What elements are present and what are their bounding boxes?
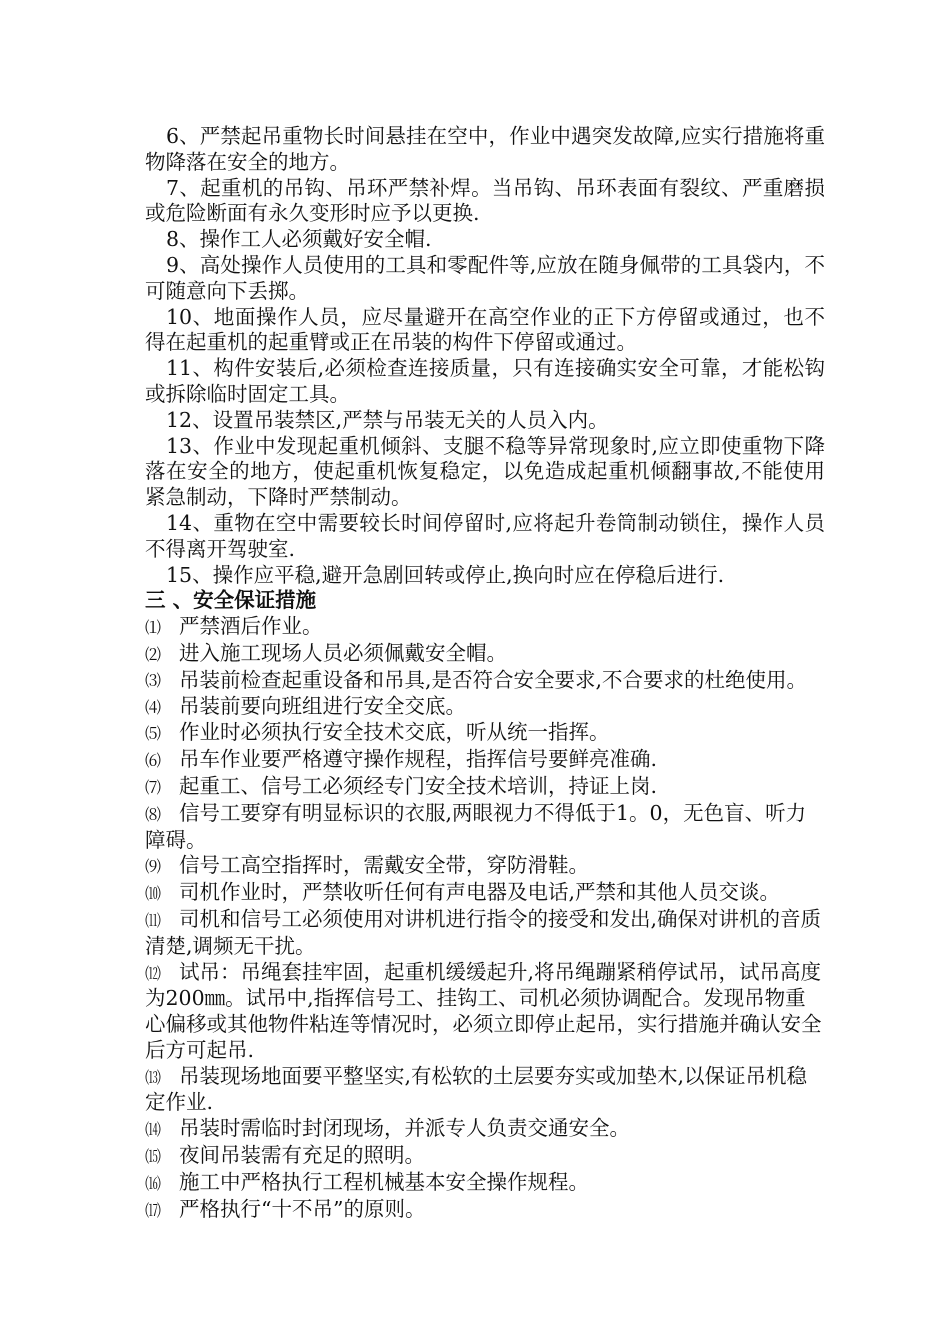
measure-text: 吊装前检查起重设备和吊具,是否符合安全要求,不合要求的杜绝使用。 (179, 667, 808, 692)
measure-8 (145, 801, 825, 854)
measure-13 (145, 1064, 825, 1117)
measure-text: 信号工高空指挥时，需戴安全带，穿防滑鞋。 (179, 853, 589, 878)
measure-number: ⑵ (145, 644, 162, 664)
measure-text: 司机作业时，严禁收听任何有声电器及电话,严禁和其他人员交谈。 (179, 880, 781, 905)
rule-7: 7、起重机的吊钩、吊环严禁补焊。当吊钩、吊环表面有裂纹、严重磨损或危险断面有永久变形时应予以更换. (145, 175, 825, 226)
rule-6: 6、严禁起吊重物长时间悬挂在空中，作业中遇突发故障,应实行措施将重物降落在安全的地方。 (145, 124, 825, 174)
measure-6 (145, 747, 825, 774)
measure-14 (145, 1116, 825, 1143)
measure-text: 施工中严格执行工程机械基本安全操作规程。 (179, 1169, 589, 1194)
rule-11: 11、构件安装后,必须检查连接质量，只有连接确实安全可靠，才能松钩或拆除临时固定工具。 (145, 356, 825, 406)
measure-number: ⑹ (145, 751, 162, 771)
measure-text: 进入施工现场人员必须佩戴安全帽。 (179, 640, 507, 665)
measure-text: 起重工、信号工必须经专门安全技术培训，持证上岗. (179, 773, 658, 798)
measure-text: 信号工要穿有明显标识的衣服,两眼视力不得低于1。0，无色盲、听力障碍。 (145, 800, 807, 852)
measure-text: 试吊：吊绳套挂牢固，起重机缓缓起升,将吊绳蹦紧稍停试吊，试吊高度为200㎜。试吊中,指挥信号工、挂钩工、司机必须协调配合。发现吊物重心偏移或其他物件粘连等情况时，必须立即停止起吊，实行措施并确认安全后方可起吊. (145, 959, 822, 1062)
measure-number: ⑻ (145, 804, 162, 824)
measure-2 (145, 641, 825, 668)
measure-7 (145, 774, 825, 801)
measure-12 (145, 960, 825, 1064)
section-title: 三 、安全保证措施 (145, 588, 317, 613)
measure-number: ⑼ (145, 857, 162, 877)
measure-text: 吊装前要向班组进行安全交底。 (179, 693, 466, 718)
measure-5 (145, 720, 825, 747)
measure-1 (145, 614, 825, 641)
rule-15: 15、操作应平稳,避开急剧回转或停止,换向时应在停稳后进行. (166, 562, 725, 587)
measure-number: ⑷ (145, 697, 162, 717)
measure-number: ⑺ (145, 777, 162, 797)
measure-16 (145, 1170, 825, 1197)
measure-text: 严格执行“十不吊”的原则。 (179, 1196, 426, 1221)
measure-text: 吊装时需临时封闭现场，并派专人负责交通安全。 (179, 1116, 630, 1141)
measure-10 (145, 880, 825, 907)
rule-14: 14、重物在空中需要较长时间停留时,应将起升卷筒制动锁住，操作人员不得离开驾驶室. (145, 510, 825, 561)
measure-number: ⑾ (145, 910, 162, 930)
measure-number: ⒁ (145, 1120, 162, 1140)
measure-number: ⑿ (145, 963, 162, 983)
rule-10: 10、地面操作人员，应尽量避开在高空作业的正下方停留或通过，也不得在起重机的起重臂或正在吊装的构件下停留或通过。 (145, 304, 825, 355)
measure-number: ⑶ (145, 670, 162, 690)
measure-text: 吊车作业要严格遵守操作规程，指挥信号要鲜亮准确. (179, 747, 658, 772)
measure-number: ⑸ (145, 724, 162, 744)
measure-11 (145, 907, 825, 960)
rule-9: 9、高处操作人员使用的工具和零配件等,应放在随身佩带的工具袋内，不可随意向下丢掷。 (145, 252, 825, 303)
document-page (145, 124, 825, 1223)
rule-12: 12、设置吊装禁区,严禁与吊装无关的人员入内。 (166, 407, 609, 432)
measure-4 (145, 694, 825, 721)
measure-text: 司机和信号工必须使用对讲机进行指令的接受和发出,确保对讲机的音质清楚,调频无干扰。 (145, 906, 822, 958)
rule-8: 8、操作工人必须戴好安全帽. (166, 227, 432, 252)
measure-number: ⑽ (145, 884, 162, 904)
measure-3 (145, 668, 825, 694)
measure-number: ⑴ (145, 618, 162, 638)
measure-9 (145, 853, 825, 880)
measure-number: ⒂ (145, 1147, 162, 1167)
measure-text: 夜间吊装需有充足的照明。 (179, 1143, 425, 1168)
measure-number: ⒄ (145, 1200, 162, 1220)
rule-13: 13、作业中发现起重机倾斜、支腿不稳等异常现象时,应立即使重物下降落在安全的地方，使起重机恢复稳定，以免造成起重机倾翻事故,不能使用紧急制动，下降时严禁制动。 (145, 433, 825, 510)
measure-text: 作业时必须执行安全技术交底，听从统一指挥。 (179, 720, 610, 745)
measure-number: ⒃ (145, 1173, 162, 1193)
measure-text: 吊装现场地面要平整坚实,有松软的土层要夯实或加垫木,以保证吊机稳定作业. (145, 1063, 808, 1115)
measure-number: ⒀ (145, 1067, 162, 1087)
measure-17 (145, 1197, 825, 1224)
measure-15 (145, 1143, 825, 1170)
measure-text: 严禁酒后作业。 (179, 614, 323, 639)
